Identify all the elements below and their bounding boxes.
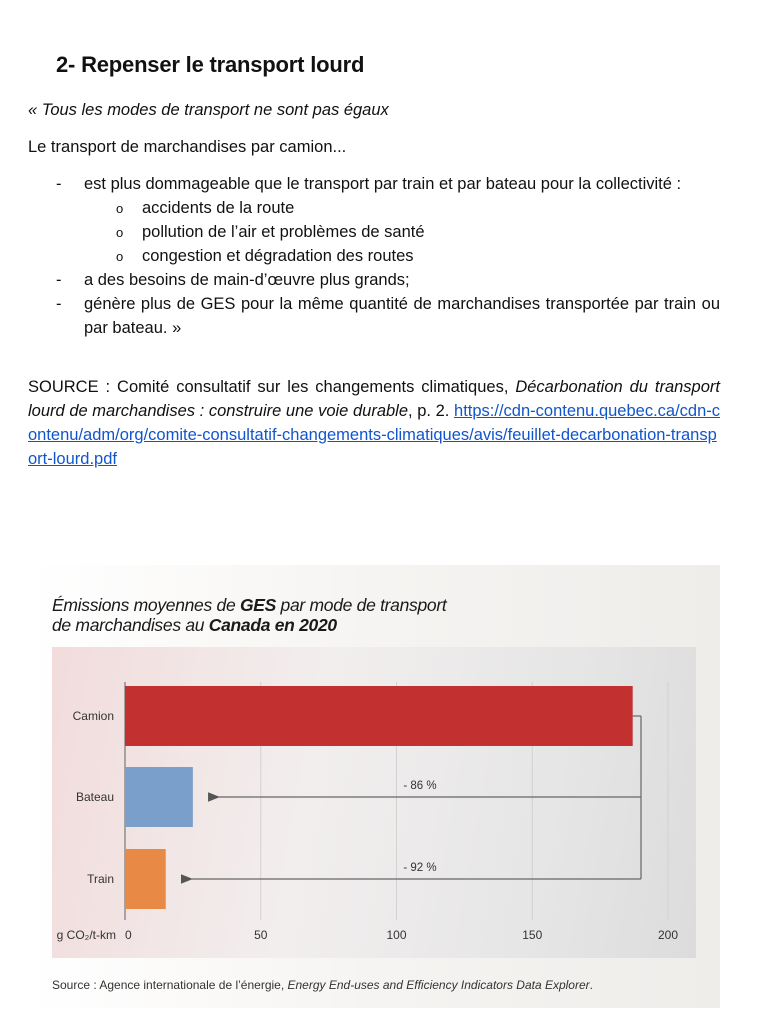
chart-title-part: de marchandises au <box>52 615 209 635</box>
chart-source-prefix: Source : Agence internationale de l’énergie, <box>52 978 288 992</box>
dash-marker: - <box>56 175 62 193</box>
chart-source-suffix: . <box>589 978 593 992</box>
list-item-text: a des besoins de main-d’œuvre plus grands; <box>84 271 410 289</box>
chart-title-bold: Canada en 2020 <box>208 615 337 635</box>
bullet-list <box>28 172 720 340</box>
source-prefix: SOURCE : Comité consultatif sur les changements climatiques, <box>28 378 516 396</box>
source-link[interactable]: https://cdn-contenu.quebec.ca/cdn-contenu/adm/org/comite-consultatif-changements-climatiques/avis/feuillet-decarbonation-transport-lourd.pdf <box>28 402 721 468</box>
x-tick-label: 0 <box>125 928 132 942</box>
x-tick-label: 50 <box>254 928 268 942</box>
list-item <box>28 172 720 196</box>
dash-marker: - <box>56 295 62 313</box>
chart-title-part: Émissions moyennes de <box>52 595 240 615</box>
bar-camion <box>125 686 633 746</box>
chart-title-bold: GES <box>239 595 276 615</box>
sub-list-item <box>28 220 720 244</box>
lead-paragraph: Le transport de marchandises par camion... <box>28 138 347 156</box>
reduction-label: - 92 % <box>403 862 437 874</box>
quote-intro: « Tous les modes de transport ne sont pas égaux <box>28 101 389 119</box>
y-category-label: Camion <box>72 709 114 723</box>
sub-item-text: pollution de l’air et problèmes de santé <box>142 223 425 241</box>
list-item <box>28 292 720 340</box>
sub-item-text: accidents de la route <box>142 199 295 217</box>
sub-list-item <box>28 244 720 268</box>
chart-title-part: par mode de transport <box>276 595 447 615</box>
source-title: Décarbonation du transport lourd de marchandises : construire une voie durable <box>28 378 720 420</box>
y-category-label: Bateau <box>75 790 114 804</box>
x-tick-label: 200 <box>657 928 679 942</box>
sub-item-text: congestion et dégradation des routes <box>142 247 414 265</box>
bar-train <box>125 849 166 909</box>
circle-bullet-icon: o <box>116 249 124 264</box>
bar-bateau <box>125 767 193 827</box>
bar-chart <box>32 565 720 1008</box>
x-axis-label: g CO₂/t-km <box>56 928 116 942</box>
source-citation <box>28 375 720 471</box>
list-item-text: génère plus de GES pour la même quantité de marchandises transportée par train ou par bateau. » <box>84 295 720 337</box>
reduction-label: - 86 % <box>403 780 437 792</box>
y-category-label: Train <box>87 872 114 886</box>
source-suffix: , p. 2. <box>408 402 455 420</box>
section-heading: 2- Repenser le transport lourd <box>56 52 365 77</box>
circle-bullet-icon: o <box>116 201 124 216</box>
dash-marker: - <box>56 271 62 289</box>
chart-source <box>52 978 593 992</box>
list-item-text: est plus dommageable que le transport par train et par bateau pour la collectivité : <box>84 175 682 193</box>
list-item <box>28 268 720 292</box>
x-tick-label: 150 <box>522 928 543 942</box>
sub-list-item <box>28 196 720 220</box>
chart-source-title: Energy End-uses and Efficiency Indicators Data Explorer <box>287 978 590 992</box>
chart-figure <box>32 565 720 1008</box>
circle-bullet-icon: o <box>116 225 124 240</box>
x-tick-label: 100 <box>386 928 407 942</box>
